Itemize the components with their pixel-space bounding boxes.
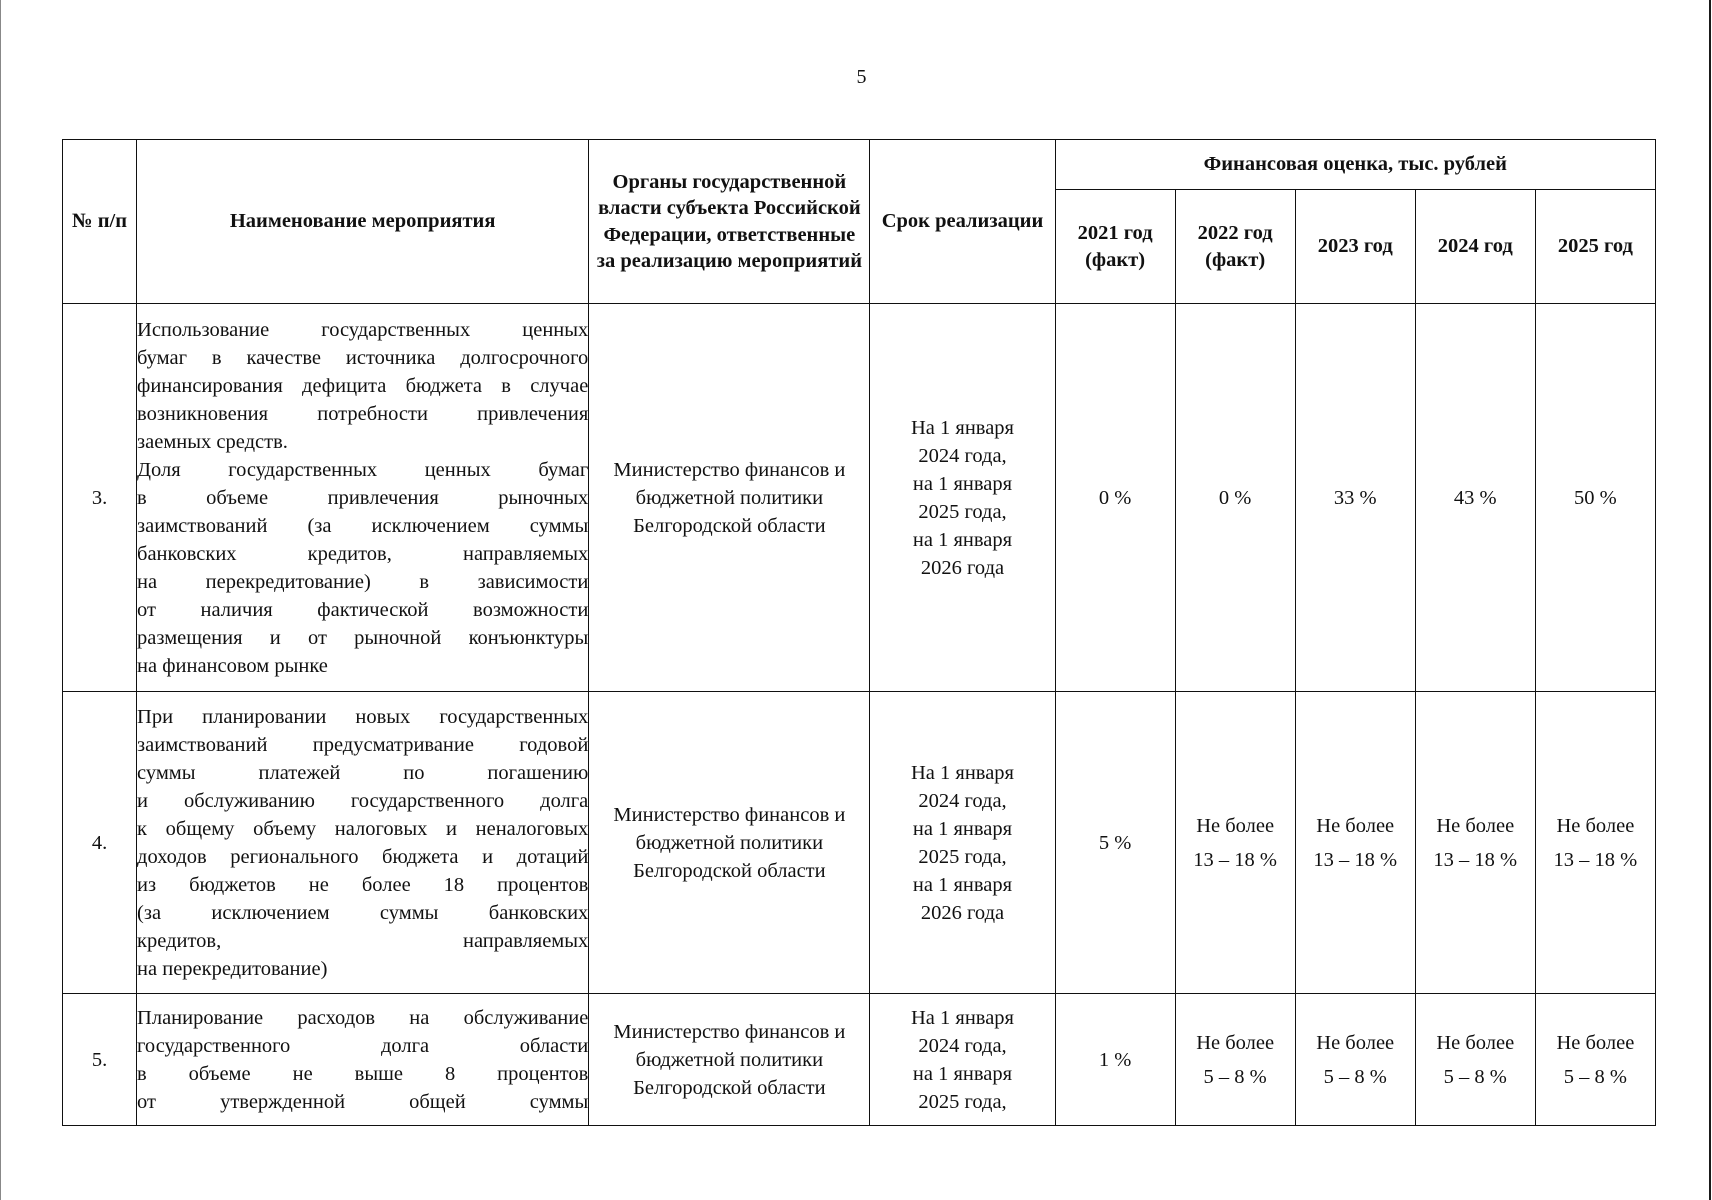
term-line: на 1 января — [912, 528, 1013, 551]
value-text: Не более — [1196, 1031, 1275, 1054]
term-line: На 1 января — [911, 761, 1014, 784]
year-value — [1175, 692, 1295, 994]
value-text: 5 – 8 % — [1563, 1065, 1627, 1088]
term-line: 2026 года — [920, 901, 1005, 924]
measure-name-line: финансирования дефицита бюджета в случае — [137, 374, 589, 397]
term-line: на 1 января — [912, 1062, 1013, 1085]
value-text: 13 – 18 % — [1193, 848, 1277, 871]
value-text: 5 – 8 % — [1203, 1065, 1267, 1088]
header-num: № п/п — [63, 140, 137, 304]
value-text: Не более — [1556, 814, 1635, 837]
year-value — [1055, 304, 1175, 692]
responsible-organ: Министерство финансов и бюджетной политики Белгородской области — [589, 692, 870, 994]
table-row — [63, 692, 1656, 994]
value-text: 5 % — [1098, 831, 1132, 854]
measure-name-line: государственного долга области — [137, 1034, 589, 1057]
term-line: 2025 года, — [918, 845, 1007, 868]
header-year-2023: 2023 год — [1295, 190, 1415, 304]
measure-name-line: из бюджетов не более 18 процентов — [137, 873, 589, 896]
measure-name-line: на перекредитование) в зависимости — [137, 570, 589, 593]
year-value — [1295, 994, 1415, 1126]
row-number: 4. — [63, 692, 137, 994]
term-line: 2026 года — [920, 556, 1005, 579]
responsible-organ: Министерство финансов и бюджетной политики Белгородской области — [589, 304, 870, 692]
measure-name — [137, 994, 589, 1126]
year-value — [1295, 304, 1415, 692]
header-row-top — [63, 140, 1656, 190]
value-text: 13 – 18 % — [1553, 848, 1638, 871]
year-value — [1535, 994, 1655, 1126]
term-line: На 1 января — [911, 416, 1014, 439]
measure-name-line: в объеме привлечения рыночных — [137, 486, 589, 509]
measure-name-line: на финансовом рынке — [137, 654, 328, 677]
value-text: 33 % — [1333, 486, 1377, 509]
year-value — [1175, 994, 1295, 1126]
table-row — [63, 994, 1656, 1126]
year-value — [1535, 304, 1655, 692]
measures-table — [62, 139, 1656, 1126]
value-text: 13 – 18 % — [1433, 848, 1518, 871]
value-text: Не более — [1436, 1031, 1515, 1054]
measure-name — [137, 692, 589, 994]
measure-name-line: к общему объему налоговых и неналоговых — [137, 817, 589, 840]
implementation-term — [870, 994, 1055, 1126]
value-text: Не более — [1316, 814, 1395, 837]
measure-name-line: бумаг в качестве источника долгосрочного — [137, 346, 589, 369]
measure-name — [137, 304, 589, 692]
value-text: 0 % — [1098, 486, 1132, 509]
value-text: 50 % — [1574, 486, 1617, 509]
measure-name-line: заимствований (за исключением суммы — [137, 514, 589, 537]
table-body — [63, 304, 1656, 1126]
header-term: Срок реализации — [870, 140, 1055, 304]
measure-name-line: на перекредитование) — [137, 957, 328, 980]
measure-name-line: и обслуживанию государственного долга — [137, 789, 589, 812]
term-line: 2025 года, — [918, 1090, 1007, 1113]
term-line: на 1 января — [912, 817, 1013, 840]
measure-name-line: доходов регионального бюджета и дотаций — [137, 845, 589, 868]
term-line: 2024 года, — [918, 789, 1007, 812]
year-value — [1175, 304, 1295, 692]
table-row — [63, 304, 1656, 692]
measure-name-line: суммы платежей по погашению — [137, 761, 589, 784]
measure-name-line: от наличия фактической возможности — [137, 598, 589, 621]
page-number: 5 — [856, 66, 867, 88]
measure-name-line: возникновения потребности привлечения — [137, 402, 589, 425]
measure-name-line: Доля государственных ценных бумаг — [137, 458, 589, 481]
value-text: 0 % — [1218, 486, 1252, 509]
header-finance: Финансовая оценка, тыс. рублей — [1055, 140, 1655, 190]
year-value — [1295, 692, 1415, 994]
value-text: 5 – 8 % — [1443, 1065, 1507, 1088]
year-value — [1415, 692, 1535, 994]
value-text: 1 % — [1098, 1048, 1132, 1071]
measure-name-line: заимствований предусматривание годовой — [137, 733, 589, 756]
measure-name-line: Использование государственных ценных — [137, 318, 589, 341]
measure-name-line: При планировании новых государственных — [137, 705, 589, 728]
year-value — [1055, 994, 1175, 1126]
header-org: Органы государственной власти субъекта Российской Федерации, ответственные за реализацию мероприятий — [589, 140, 870, 304]
header-year-2025: 2025 год — [1535, 190, 1655, 304]
header-year-2024: 2024 год — [1415, 190, 1535, 304]
row-number: 5. — [63, 994, 137, 1126]
implementation-term — [870, 692, 1055, 994]
responsible-organ: Министерство финансов и бюджетной политики Белгородской области — [589, 994, 870, 1126]
term-line: 2025 года, — [918, 500, 1007, 523]
value-text: 43 % — [1453, 486, 1497, 509]
measure-name-line: от утвержденной общей суммы — [137, 1090, 589, 1113]
term-line: 2024 года, — [918, 444, 1007, 467]
header-year-2022: 2022 год (факт) — [1175, 190, 1295, 304]
year-value — [1415, 994, 1535, 1126]
measure-name-line: Планирование расходов на обслуживание — [137, 1006, 589, 1029]
measure-name-line: кредитов, направляемых — [137, 929, 589, 952]
row-number: 3. — [63, 304, 137, 692]
measure-name-line: заемных средств. — [137, 430, 288, 453]
value-text: Не более — [1436, 814, 1515, 837]
header-year-2021: 2021 год (факт) — [1055, 190, 1175, 304]
term-line: на 1 января — [912, 472, 1013, 495]
value-text: Не более — [1556, 1031, 1635, 1054]
measure-name-line: (за исключением суммы банковских — [137, 901, 589, 924]
year-value — [1415, 304, 1535, 692]
value-text: Не более — [1196, 814, 1275, 837]
measure-name-line: банковских кредитов, направляемых — [137, 542, 589, 565]
measure-name-line: в объеме не выше 8 процентов — [137, 1062, 589, 1085]
page-edge-right — [1709, 0, 1711, 1200]
implementation-term — [870, 304, 1055, 692]
measure-name-line: размещения и от рыночной конъюнктуры — [137, 626, 589, 649]
value-text: 5 – 8 % — [1323, 1065, 1387, 1088]
value-text: Не более — [1316, 1031, 1395, 1054]
value-text: 13 – 18 % — [1313, 848, 1398, 871]
year-value — [1055, 692, 1175, 994]
term-line: На 1 января — [911, 1006, 1014, 1029]
term-line: 2024 года, — [918, 1034, 1007, 1057]
page-edge-left — [0, 0, 1, 1200]
term-line: на 1 января — [912, 873, 1013, 896]
year-value — [1535, 692, 1655, 994]
header-name: Наименование мероприятия — [137, 140, 589, 304]
